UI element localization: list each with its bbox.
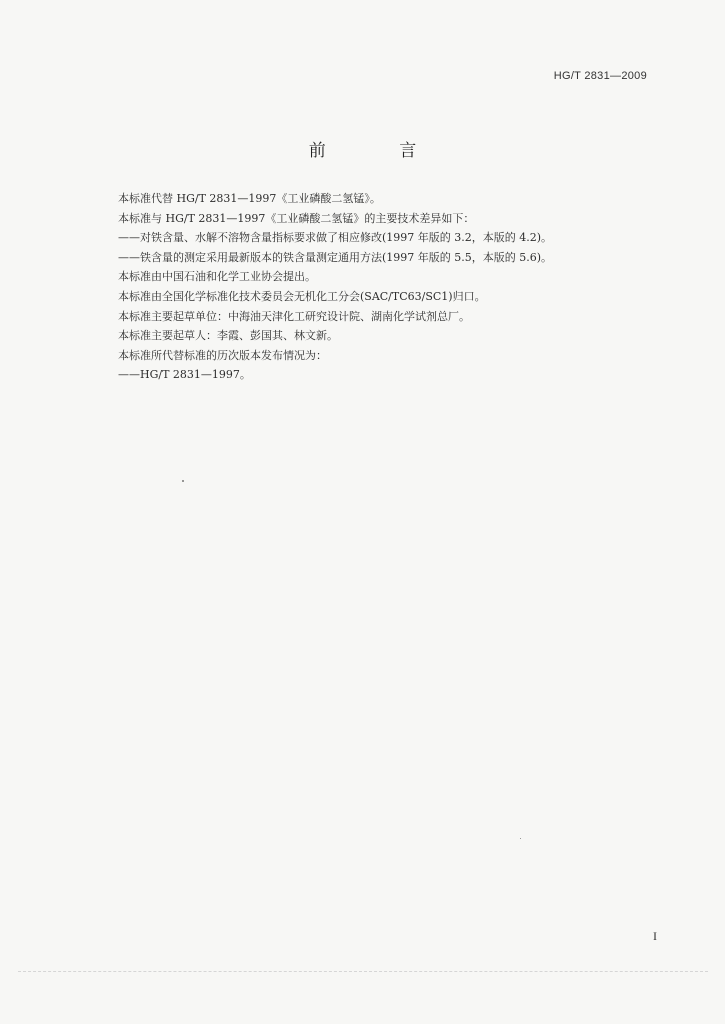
paragraph: 本标准所代替标准的历次版本发布情况为：	[118, 348, 327, 362]
scan-edge-line	[18, 971, 708, 973]
paragraph: 本标准与 HG/T 2831—1997《工业磷酸二氢锰》的主要技术差异如下：	[118, 211, 475, 225]
paragraph: 本标准由全国化学标准化技术委员会无机化工分会(SAC/TC63/SC1)归口。	[118, 289, 486, 303]
scan-speck	[182, 480, 184, 482]
paragraph: ——对铁含量、水解不溶物含量指标要求做了相应修改(1997 年版的 3.2，本版的 4.2)。	[118, 231, 553, 245]
paragraph: 本标准代替 HG/T 2831—1997《工业磷酸二氢锰》。	[118, 192, 381, 205]
standard-code: HG/T 2831—2009	[553, 70, 647, 82]
page-title: 前 言	[308, 141, 451, 161]
page-number: I	[653, 929, 657, 943]
paragraph: ——铁含量的测定采用最新版本的铁含量测定通用方法(1997 年版的 5.5，本版的 5.6)。	[118, 250, 553, 264]
foreword-body	[118, 189, 678, 385]
paragraph: 本标准主要起草人：李霞、彭国其、林文新。	[118, 329, 338, 343]
paragraph: ——HG/T 2831—1997。	[118, 368, 251, 382]
scan-speck	[520, 838, 521, 839]
paragraph: 本标准主要起草单位：中海油天津化工研究设计院、湖南化学试剂总厂。	[118, 309, 470, 323]
paragraph: 本标准由中国石油和化学工业协会提出。	[118, 270, 316, 284]
